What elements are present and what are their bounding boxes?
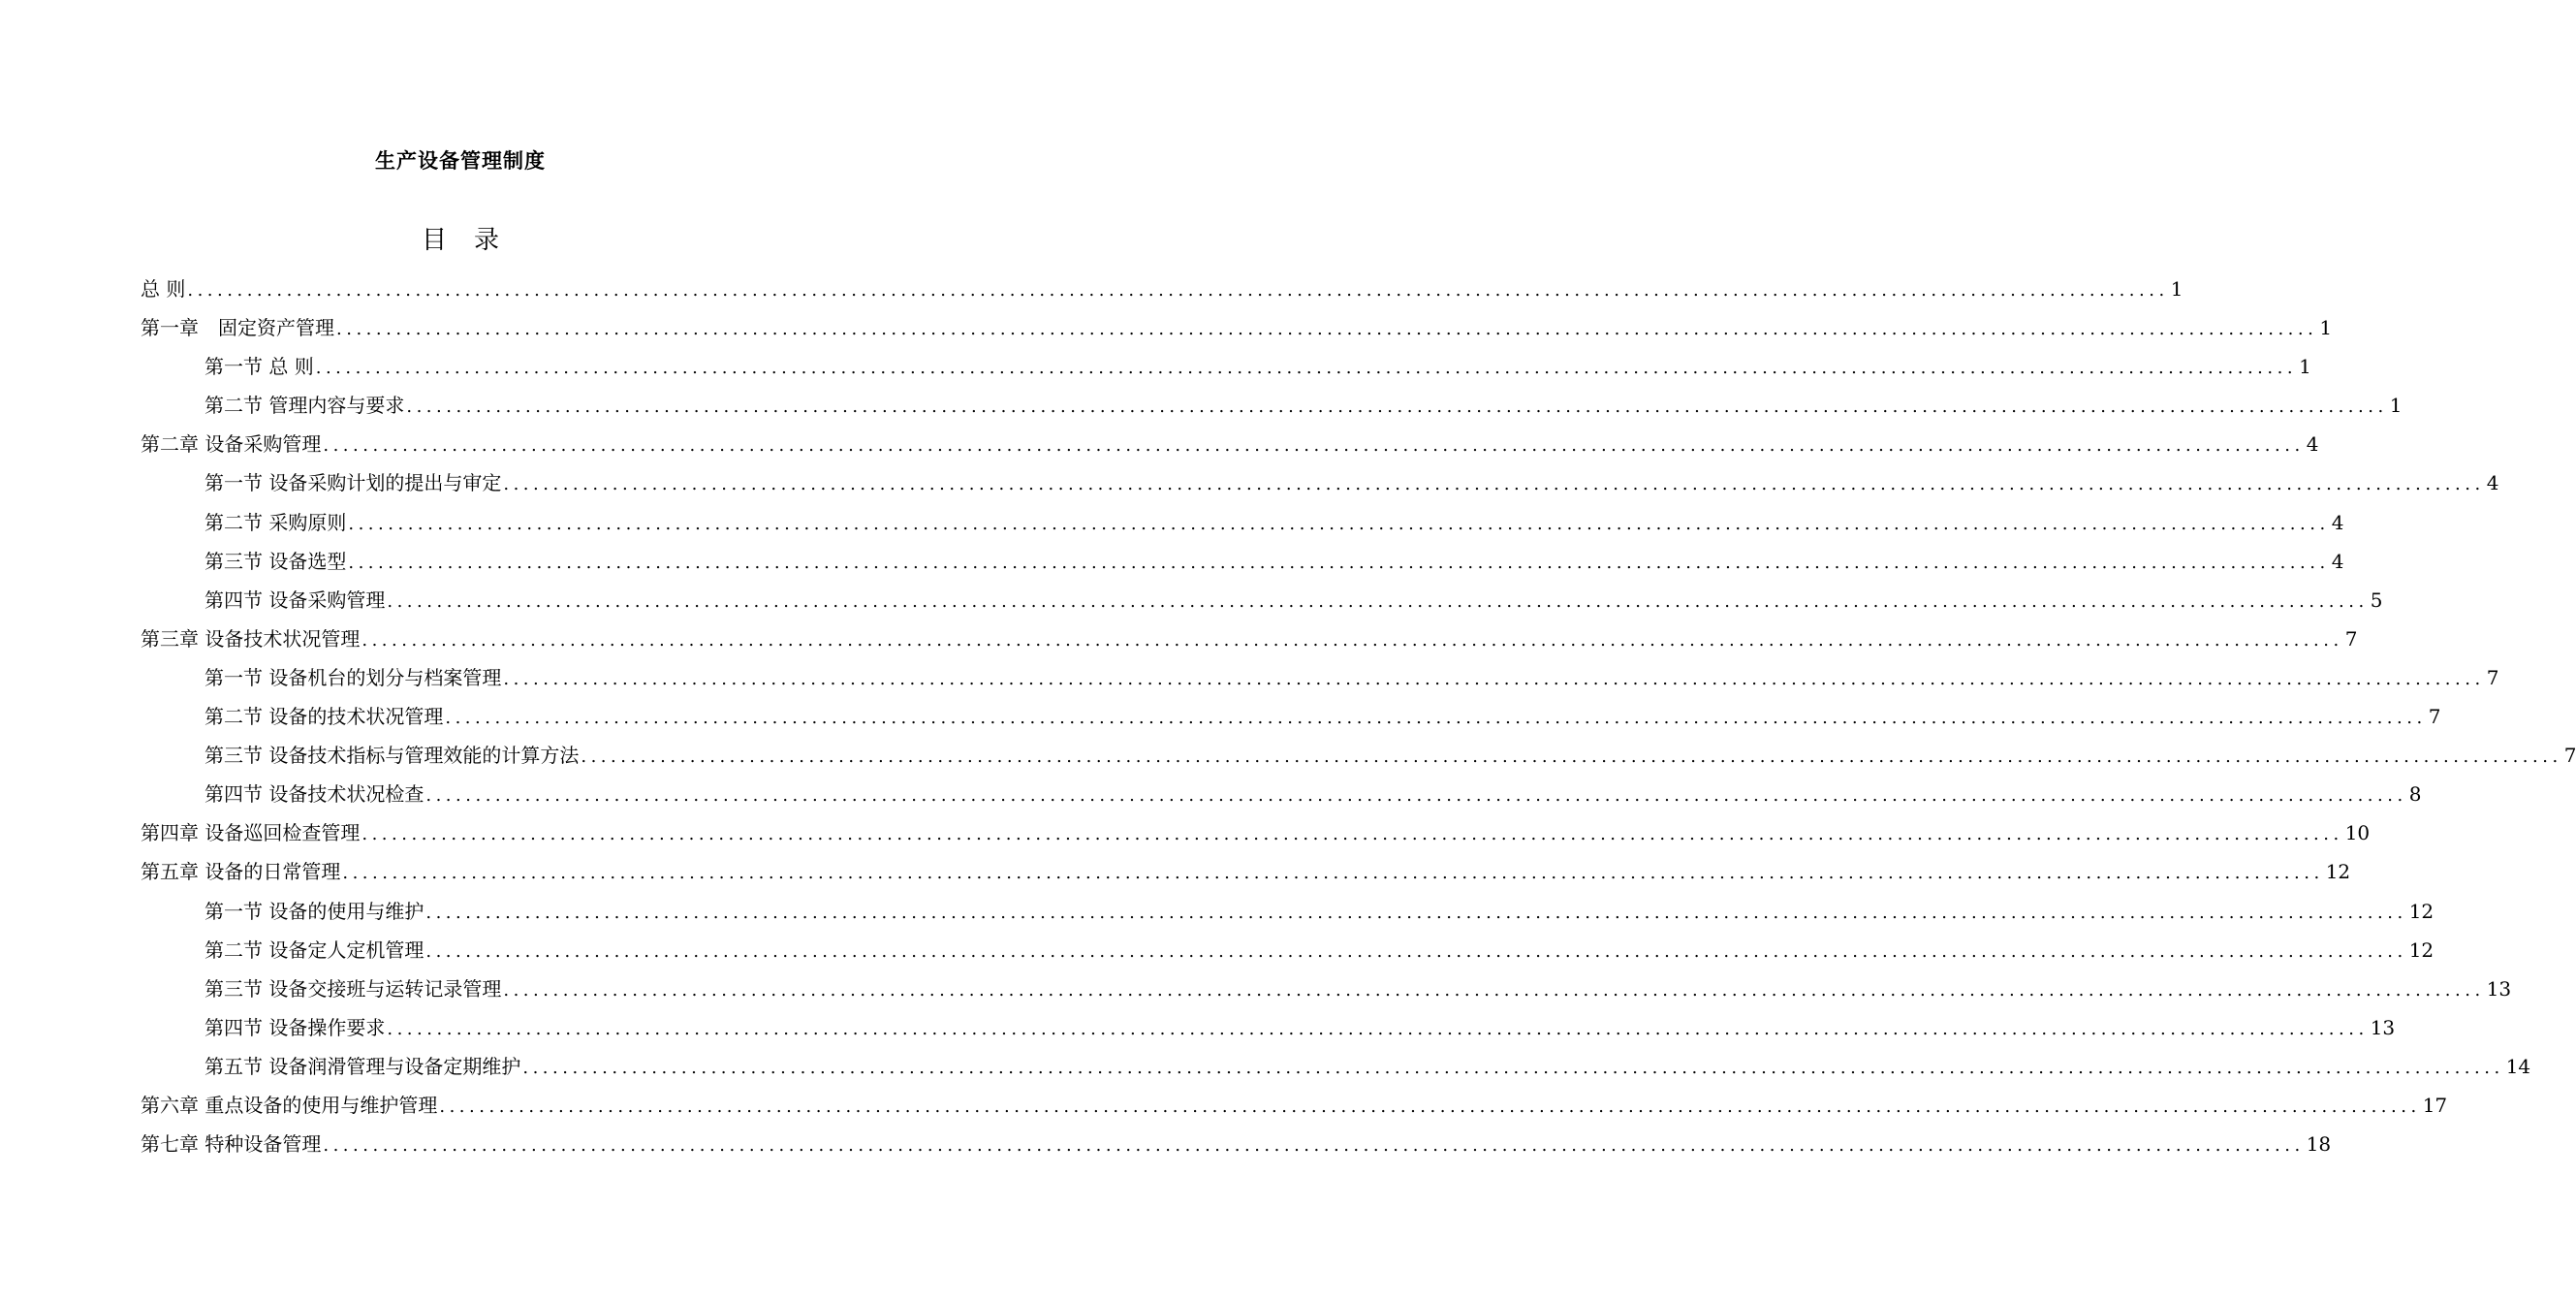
- toc-entry-label: 第三节 设备选型: [204, 549, 347, 573]
- toc-entry-label: 第二节 采购原则: [204, 510, 347, 534]
- toc-entry-page-number: 7: [2428, 705, 2441, 729]
- toc-entry-section[interactable]: [141, 775, 2422, 813]
- toc-entry-chapter[interactable]: [141, 620, 2358, 658]
- toc-entry-section[interactable]: [141, 969, 2512, 1008]
- toc-dot-leader: ........................................................................................................................................................................................................: [315, 358, 2298, 379]
- toc-entry-label: 第四节 设备技术状况检查: [204, 782, 424, 807]
- toc-dot-leader: ........................................................................................................................................................................................................: [342, 863, 2324, 884]
- toc-entry-page-number: 12: [2408, 938, 2435, 962]
- toc-entry-section[interactable]: [141, 658, 2499, 697]
- toc-entry-label: 第一节 设备的使用与维护: [204, 899, 424, 923]
- toc-entry-label: 第二节 管理内容与要求: [204, 394, 405, 418]
- toc-dot-leader: ........................................................................................................................................................................................................: [387, 1018, 2369, 1039]
- toc-entry-page-number: 4: [2331, 549, 2344, 573]
- toc-entry-label: 第三节 设备交接班与运转记录管理: [204, 976, 502, 1001]
- toc-dot-leader: ........................................................................................................................................................................................................: [323, 435, 2305, 457]
- toc-entry-section[interactable]: [141, 931, 2435, 969]
- toc-dot-leader: ........................................................................................................................................................................................................: [387, 590, 2369, 612]
- toc-entry-section[interactable]: [141, 1008, 2396, 1047]
- toc-entry-label: 第四节 设备采购管理: [204, 588, 386, 612]
- toc-entry-chapter[interactable]: [141, 308, 2333, 347]
- toc-dot-leader: ........................................................................................................................................................................................................: [425, 902, 2407, 923]
- toc-entry-page-number: 18: [2306, 1132, 2332, 1157]
- toc-entry-label: 第二节 设备定人定机管理: [204, 938, 424, 962]
- toc-dot-leader: ........................................................................................................................................................................................................: [348, 513, 2330, 534]
- toc-dot-leader: ........................................................................................................................................................................................................: [503, 979, 2485, 1001]
- toc-dot-leader: ........................................................................................................................................................................................................: [406, 397, 2388, 418]
- toc-dot-leader: ........................................................................................................................................................................................................: [323, 1135, 2305, 1157]
- toc-entry-label: 第一节 设备机台的划分与档案管理: [204, 665, 502, 689]
- toc-entry-page-number: 12: [2408, 899, 2435, 923]
- toc-entry-label: 第一节 设备采购计划的提出与审定: [204, 471, 502, 495]
- toc-heading: 目录: [421, 226, 526, 255]
- toc-dot-leader: ........................................................................................................................................................................................................: [439, 1096, 2421, 1117]
- toc-dot-leader: ........................................................................................................................................................................................................: [361, 824, 2343, 845]
- toc-entry-label: 第三章 设备技术状况管理: [141, 626, 361, 651]
- toc-entry-label: 第三节 设备技术指标与管理效能的计算方法: [204, 744, 580, 768]
- toc-dot-leader: ........................................................................................................................................................................................................: [425, 940, 2407, 962]
- toc-entry-label: 第七章 特种设备管理: [141, 1132, 322, 1157]
- toc-dot-leader: ........................................................................................................................................................................................................: [522, 1057, 2504, 1078]
- toc-dot-leader: ........................................................................................................................................................................................................: [348, 552, 2330, 573]
- toc-entry-page-number: 14: [2505, 1054, 2531, 1078]
- toc-entry-page-number: 12: [2325, 860, 2351, 884]
- toc-dot-leader: ........................................................................................................................................................................................................: [503, 474, 2485, 495]
- toc-dot-leader: ........................................................................................................................................................................................................: [445, 708, 2427, 729]
- toc-entry-section[interactable]: [141, 347, 2311, 386]
- toc-entry-page-number: 13: [2370, 1015, 2396, 1039]
- table-of-contents: [141, 270, 2576, 1163]
- toc-entry-label: 第二节 设备的技术状况管理: [204, 705, 444, 729]
- toc-entry-chapter[interactable]: [141, 1086, 2448, 1125]
- toc-dot-leader: ........................................................................................................................................................................................................: [187, 280, 2169, 301]
- toc-entry-page-number: 7: [2344, 626, 2358, 651]
- toc-entry-label: 第一章 固定资产管理: [141, 316, 334, 340]
- toc-entry-label: 第五章 设备的日常管理: [141, 860, 341, 884]
- toc-entry-page-number: 7: [2563, 744, 2576, 768]
- toc-entry-label: 第四节 设备操作要求: [204, 1015, 386, 1039]
- toc-entry-page-number: 1: [2299, 355, 2311, 379]
- toc-dot-leader: ........................................................................................................................................................................................................: [503, 668, 2485, 689]
- toc-entry-page-number: 1: [2389, 394, 2403, 418]
- toc-entry-section[interactable]: [141, 697, 2441, 736]
- toc-entry-chapter[interactable]: [141, 1125, 2332, 1163]
- toc-entry-page-number: 4: [2486, 471, 2499, 495]
- toc-entry-page-number: 7: [2486, 665, 2499, 689]
- toc-entry-label: 第一节 总 则: [204, 355, 314, 379]
- toc-entry-section[interactable]: [141, 892, 2435, 931]
- toc-entry-page-number: 4: [2306, 432, 2319, 457]
- toc-entry-label: 第五节 设备润滑管理与设备定期维护: [204, 1054, 521, 1078]
- toc-entry-section[interactable]: [141, 542, 2344, 581]
- toc-entry-page-number: 13: [2486, 976, 2512, 1001]
- toc-entry-section[interactable]: [141, 463, 2499, 502]
- toc-dot-leader: ........................................................................................................................................................................................................: [361, 629, 2343, 651]
- document-title: 生产设备管理制度: [375, 148, 546, 173]
- toc-entry-section[interactable]: [141, 581, 2383, 620]
- toc-entry-chapter[interactable]: [141, 270, 2183, 308]
- toc-entry-chapter[interactable]: [141, 852, 2351, 891]
- toc-entry-section[interactable]: [141, 1047, 2531, 1086]
- toc-entry-chapter[interactable]: [141, 425, 2319, 463]
- toc-entry-page-number: 1: [2319, 316, 2333, 340]
- toc-dot-leader: ........................................................................................................................................................................................................: [336, 319, 2318, 340]
- toc-entry-chapter[interactable]: [141, 813, 2371, 852]
- toc-entry-section[interactable]: [141, 386, 2403, 425]
- toc-entry-page-number: 8: [2408, 782, 2422, 807]
- toc-entry-label: 第六章 重点设备的使用与维护管理: [141, 1093, 438, 1117]
- toc-entry-page-number: 5: [2370, 588, 2383, 612]
- toc-entry-page-number: 4: [2331, 510, 2344, 534]
- toc-entry-page-number: 1: [2170, 277, 2183, 301]
- toc-entry-label: 总 则: [141, 277, 186, 301]
- toc-dot-leader: ........................................................................................................................................................................................................: [425, 785, 2407, 807]
- toc-entry-section[interactable]: [141, 503, 2344, 542]
- toc-entry-label: 第二章 设备采购管理: [141, 432, 322, 457]
- toc-entry-label: 第四章 设备巡回检查管理: [141, 821, 361, 845]
- toc-entry-section[interactable]: [141, 736, 2576, 775]
- toc-entry-page-number: 17: [2422, 1093, 2448, 1117]
- toc-dot-leader: ........................................................................................................................................................................................................: [581, 747, 2562, 768]
- toc-entry-page-number: 10: [2344, 821, 2371, 845]
